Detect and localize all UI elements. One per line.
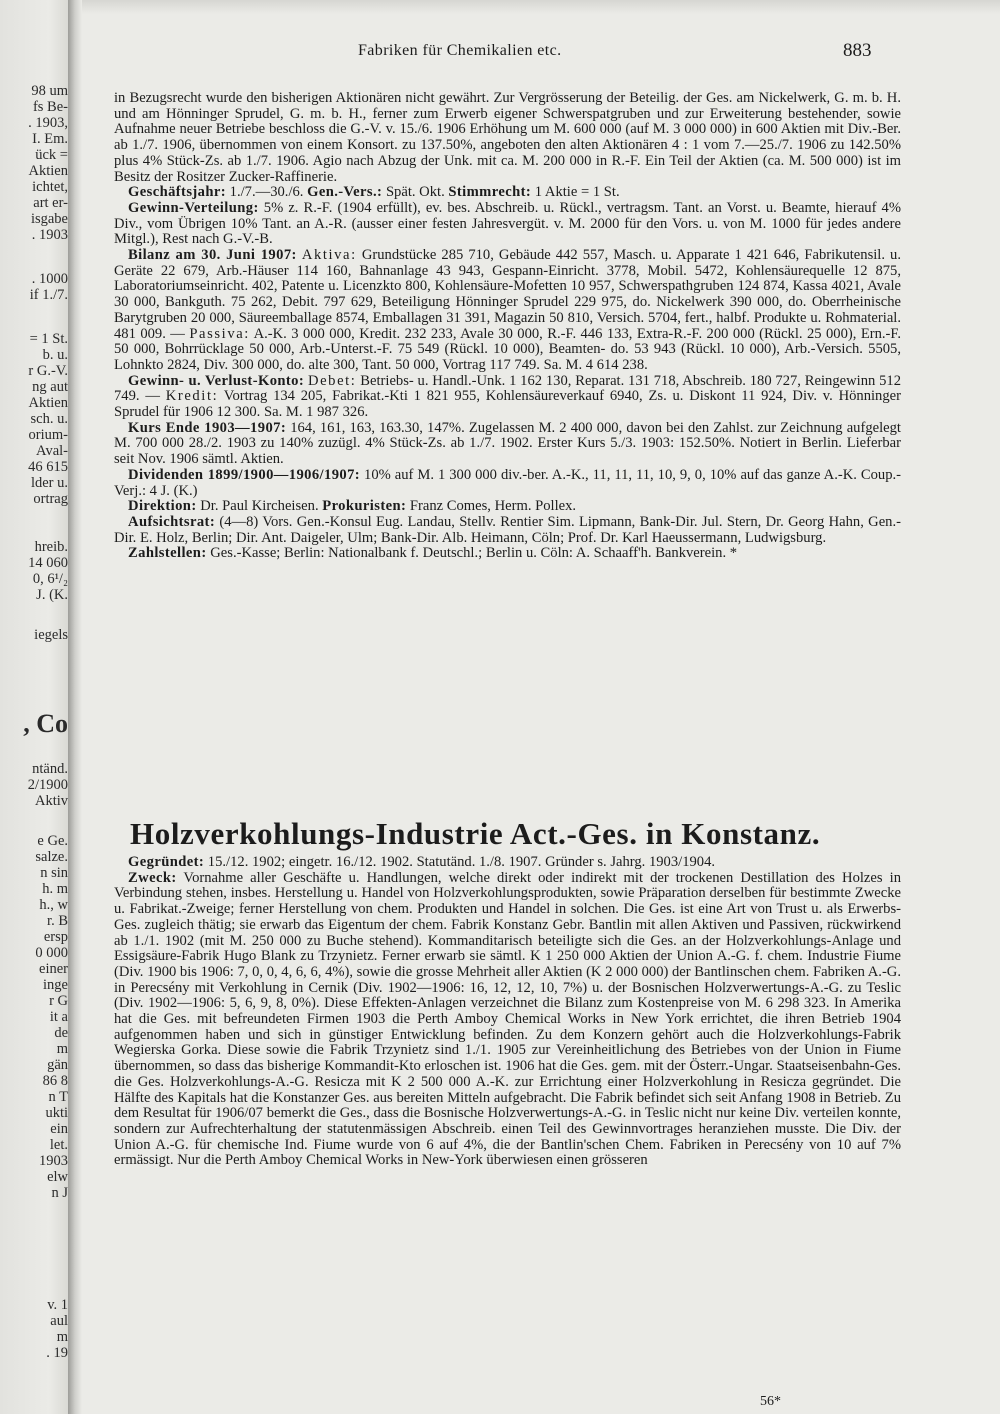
- company-entry: [114, 855, 901, 1169]
- page-header: [0, 42, 1000, 66]
- gutter-text-fragment: ück =: [35, 147, 68, 163]
- founding-info: Gegründet: 15./12. 1902; eingetr. 16./12. 1902. Statutänd. 1./8. 1907. Gründer s. Jahrg. 1903/1904.: [128, 854, 716, 870]
- gutter-text-fragment: I. Em.: [32, 131, 68, 147]
- gutter-text-fragment: 98 um: [31, 83, 68, 99]
- gutter-text-fragment: . 19: [46, 1345, 68, 1361]
- gutter-text-fragment: . 1903: [31, 227, 68, 243]
- gutter-text-fragment: ichtet,: [32, 179, 68, 195]
- gutter-text-fragment: ortrag: [33, 491, 68, 507]
- share-price: Kurs Ende 1903—1907: 164, 161, 163, 163.30, 147%. Zugelassen M. 2 400 000, davon bei den Zahlst. zur Zeichnung aufgelegt M. 700 000 28./2. 1903 zu 140% zuzügl. 4% Stück-Zs. ab 1./7. 1902. Erster Kurs 5./3. 1903: 152.50%. Notiert in Berlin. Lieferbar seit Nov. 1906 sämtl. Aktien.: [114, 419, 901, 468]
- gutter-text-fragment: ersp: [43, 929, 68, 945]
- gutter-text-fragment: salze.: [35, 849, 68, 865]
- profit-distribution: Gewinn-Verteilung: 5% z. R.-F. (1904 erfüllt), ev. bes. Abschreib. u. Rückl., vertragsm. Tant. an Vorst. u. Beamte, hierauf 4% Div., vom Übrigen 10% Tant. an A.-R. (ausser einer festen Jahresvergüt. v. M. 2000 für den Vors. u. von M. 1000 für jedes andere Mitgl.), Rest nach G.-V.-B.: [114, 199, 901, 248]
- supervisory-board: Aufsichtsrat: (4—8) Vors. Gen.-Konsul Eug. Landau, Stellv. Rentier Sim. Lipmann, Bank-Dir. Jul. Stern, Dr. Georg Hahn, Gen.-Dir. E. Holz, Berlin; Dir. Ant. Daigeler, Ulm; Bank-Dir. Alb. Heimann, Cöln; Prof. Dr. Karl Haeussermann, Ludwigsburg.: [114, 513, 901, 546]
- gutter-text-fragment: ein: [50, 1121, 68, 1137]
- gutter-text-fragment: h. m: [42, 881, 68, 897]
- gutter-text-fragment: isgabe: [30, 211, 68, 227]
- page-number: 883: [843, 40, 872, 61]
- gutter-text-fragment: Aktiv: [34, 793, 68, 809]
- gutter-text-fragment: 1903: [39, 1153, 68, 1169]
- gutter-text-fragment: . 1903,: [28, 115, 68, 131]
- gutter-text-fragment: aul: [50, 1313, 68, 1329]
- paying-agents: Zahlstellen: Ges.-Kasse; Berlin: Nationalbank f. Deutschl.; Berlin u. Cöln: A. Schaaff'h. Bankverein. *: [128, 545, 738, 562]
- gutter-text-fragment: Aval-: [36, 443, 68, 459]
- gutter-text-fragment: fs Be-: [32, 99, 68, 115]
- gutter-text-fragment: 0 000: [35, 945, 68, 961]
- gutter-text-fragment: 86 8: [42, 1073, 68, 1089]
- gutter-text-fragment: Aktien: [28, 395, 68, 411]
- gutter-text-fragment: m: [56, 1041, 68, 1057]
- gutter-text-fragment: elw: [47, 1169, 68, 1185]
- gutter-text-fragment: = 1 St.: [29, 331, 68, 347]
- gutter-text-fragment: sch. u.: [30, 411, 68, 427]
- gutter-text-fragment: orium-: [28, 427, 68, 443]
- gutter-text-fragment: . 1000: [31, 271, 68, 287]
- gutter-text-fragment: 14 060: [28, 555, 68, 571]
- gutter-text-fragment: lder u.: [30, 475, 68, 491]
- gutter-text-fragment: r. B: [47, 913, 68, 929]
- gutter-text-fragment: h., w: [39, 897, 68, 913]
- gutter-text-fragment: , Co: [23, 709, 68, 738]
- gutter-text-fragment: art er-: [33, 195, 68, 211]
- balance-sheet: Bilanz am 30. Juni 1907: Aktiva: Grundstücke 285 710, Gebäude 442 557, Masch. u. Apparate 1 421 646, Fabrikutensil. u. Geräte 22 679, Arb.-Häuser 114 160, Bahnanlage 43 943, Gespann-Einricht. 3778, Mobil. 5472, Kohlensäurequelle 12 875, Laboratoriumseinricht. 402, Patente u. Licenzkto 800, Kohlensäure-Mofetten 10 957, Schwerspathgruben 124 874, Kassa 4021, Avale 30 000, Bankguth. 75 262, Debit. 797 629, Beteiligung Hönninger Sprudel 229 975, do. Nickelwerk 390 000, do. Oberrheinische Barytgruben 20 000, Säureemballage 8574, Emballagen 31 391, Magazin 50 810, Versich. 5704, fert., halbf. Produkte u. Rohmaterial. 481 009. — Passiva: A.-K. 3 000 000, Kredit. 232 233, Avale 30 000, R.-F. 446 133, Extra-R.-F. 200 000 (Rückl. 25 000), Ern.-F. 50 000, Bohrrücklage 50 000, Arb.-Unterst.-F. 75 549 (Rückl. 10 000), Beamten- do. 53 943 (Rückl. 10 000), Arb.-Versich. 5505, Lohnkto 2824, Div. 300 000, do. alte 300, Tant. 50 000, Vortrag 117 749. Sa. M. 4 614 238.: [114, 247, 901, 373]
- gutter-text-fragment: J. (K.: [36, 587, 68, 603]
- gutter-text-fragment: gän: [47, 1057, 68, 1073]
- gutter-text-fragment: ntänd.: [32, 761, 68, 777]
- gutter-text-fragment: 2/1900: [27, 777, 68, 793]
- signature-mark: 56*: [760, 1394, 781, 1409]
- page-fold-shadow: [68, 0, 82, 1414]
- gutter-text-fragment: ng aut: [32, 379, 68, 395]
- gutter-text-fragment: let.: [49, 1137, 68, 1153]
- facing-page-fragment: [0, 0, 70, 1414]
- scan-edge: [0, 0, 1000, 14]
- gutter-text-fragment: it a: [49, 1009, 68, 1025]
- gutter-text-fragment: iegels: [34, 627, 68, 643]
- gutter-text-fragment: 46 615: [28, 459, 68, 475]
- gutter-text-fragment: r G: [49, 993, 68, 1009]
- company-heading: Holzverkohlungs-Industrie Act.-Ges. in Konstanz.: [130, 816, 821, 851]
- running-title: Fabriken für Chemikalien etc.: [358, 42, 562, 59]
- gutter-text-fragment: einer: [39, 961, 68, 977]
- gutter-text-fragment: hreib.: [34, 539, 68, 555]
- gutter-text-fragment: 0, 6¹/₂: [32, 571, 68, 587]
- company-purpose: Zweck: Vornahme aller Geschäfte u. Handlungen, welche direkt oder indirekt mit der trockenen Destillation des Holzes in Verbindung stehen, insbes. Herstellung u. Handel von Holzverkohlungsprodukten, sowie Präparation derselben für bestimmte Zwecke u. Fabrikat.-Zweige; ferner Herstellung von chem. Produkten und Handel in solchen. Die Ges. ist eine Art von Trust u. als Erwerbs-Ges. zugleich thätig; sie erwarb das Eigentum der chem. Fabrik Konstanz Gebr. Bantlin mit allen Aktiven und Passiven, rückwirkend ab 1./1. 1902 (mit M. 250 000 zu Buche stehend). Kommanditarisch beteiligte sich die Ges. an der Holzverkohlungs-Anlage und Essigsäure-Fabrik Hugo Blank zu Trzynietz. Ferner erwarb sie sämtl. K 1 250 000 Aktien der Union A.-G. f. chem. Industrie Fiume (Div. 1900 bis 1906: 7, 0, 0, 4, 6, 6, 4%), sowie die grosse Mehrheit aller Aktien (K 2 000 000) der Bantlinschen chem. Fabriken A.-G. in Perecsény mit Verkohlung in Cernik (Div. 1902—1906: 16, 12, 12, 10, 7%) u. der Bosnischen Holzverwertungs-A.-G. zu Teslic (Div. 1902—1906: 5, 6, 9, 8, 0%). Diese Effekten-Anlagen verzeichnet die Bilanz zum Kostenpreise von M. 6 298 323. In Amerika hat die Ges. mit befreundeten Firmen 1903 die Perth Amboy Chemical Works in New York errichtet, die ihren Betrieb 1904 aufgenommen haben und sich in günstiger Entwicklung befinden. Zu dem Konzern gehört auch die Holzverkohlungs-Fabrik Wegierska Gorka. Diese sowie die Fabrik Trzynietz sind 1./1. 1905 zur Vereinheitlichung des Betriebes von der Union in Fiume übernommen, so dass das bisherige Kommandit-Kto erloschen ist. 1906 hat die Ges. gem. mit der Österr.-Ungar. Staatseisenbahn-Ges. die Ges. Holzverkohlungs-A.-G. Resicza mit K 2 500 000 A.-K. zur Errichtung einer Holzverkohlung in Resicza gegründet. Die Hälfte des Kapitals hat die Konstanzer Ges. aus bereiten Mitteln aufgebracht. Die Fabrik befindet sich seit Anfang 1908 in Betrieb. Zu dem Resultat für 1906/07 bemerkt die Ges., dass die Bosnische Holzverwertungs-A.-G. in Teslic nicht nur keine Div. verteilen konnte, sondern zur Aufrechterhaltung der statutenmässigen Abschreib. einen Teil des Gewinnvortrages heranziehen musste. Die Div. der Union A.-G. für chemische Ind. Fiume wurde von 6 auf 4%, die der Bantlin'schen Chem. Fabriken in Perecsény von 10 auf 7% ermässigt. Nur die Perth Amboy Chemical Works in New-York überwiesen einen grösseren: [114, 869, 901, 1169]
- meeting-info: Geschäftsjahr: 1./7.—30./6. Gen.-Vers.: Spät. Okt. Stimmrecht: 1 Aktie = 1 St.: [128, 184, 620, 201]
- gutter-text-fragment: ukti: [45, 1105, 68, 1121]
- gutter-text-fragment: b. u.: [42, 347, 68, 363]
- management: Direktion: Dr. Paul Kircheisen. Prokuristen: Franz Comes, Herm. Pollex.: [128, 498, 577, 515]
- gutter-text-fragment: v. 1: [47, 1297, 68, 1313]
- dividends: Dividenden 1899/1900—1906/1907: 10% auf M. 1 300 000 div.-ber. A.-K., 11, 11, 11, 10, 9, 0, 10% auf das ganze A.-K. Coup.-Verj.: 4 J. (K.): [114, 466, 902, 499]
- gutter-text-fragment: if 1./7.: [29, 287, 68, 303]
- gutter-text-fragment: m: [56, 1329, 68, 1345]
- gutter-text-fragment: r G.-V.: [28, 363, 68, 379]
- gutter-text-fragment: e Ge.: [37, 833, 68, 849]
- gutter-text-fragment: n J: [51, 1185, 68, 1201]
- gutter-text-fragment: n T: [48, 1089, 68, 1105]
- gutter-text-fragment: inge: [43, 977, 68, 993]
- capital-increase-paragraph: in Bezugsrecht wurde den bisherigen Aktionären nicht gewährt. Zur Vergrösserung der Beteilig. der Ges. am Nickelwerk, G. m. b. H. und am Hönninger Sprudel, G. m. b. H., ferner zum Erwerb eigener Schwerspatgruben und zur Erweiterung bestehender, sowie Aufnahme neuer Betriebe beschloss die G.-V. v. 15./6. 1906 Erhöhung um M. 600 000 (auf M. 3 000 000) in 600 Aktien mit Div.-Ber. ab 1./7. 1906, übernommen von einem Konsort. zu 137.50%, angeboten den alten Aktionären 4 : 1 vom 7.—25./7. 1906 zu 142.50% plus 4% Stück-Zs. ab 1./7. 1906. Agio nach Abzug der Unk. mit ca. M. 200 000 in R.-F. Ein Teil der Aktien (ca. M. 500 000) ist im Besitz der Rositzer Zucker-Raffinerie.: [114, 90, 901, 185]
- profit-loss-account: Gewinn- u. Verlust-Konto: Debet: Betriebs- u. Handl.-Unk. 1 162 130, Reparat. 131 718, Abschreib. 180 727, Reingewinn 512 749. — Kredit: Vortrag 134 205, Fabrikat.-Kti 1 821 955, Kohlensäureverkauf 6940, Zs. u. Diskont 11 924, Div. v. Hönninger Sprudel für 1906 12 300. Sa. M. 1 987 326.: [114, 372, 901, 421]
- gutter-text-fragment: n sin: [40, 865, 68, 881]
- upper-entry: [114, 91, 901, 562]
- gutter-text-fragment: Aktien: [28, 163, 68, 179]
- gutter-text-fragment: de: [54, 1025, 68, 1041]
